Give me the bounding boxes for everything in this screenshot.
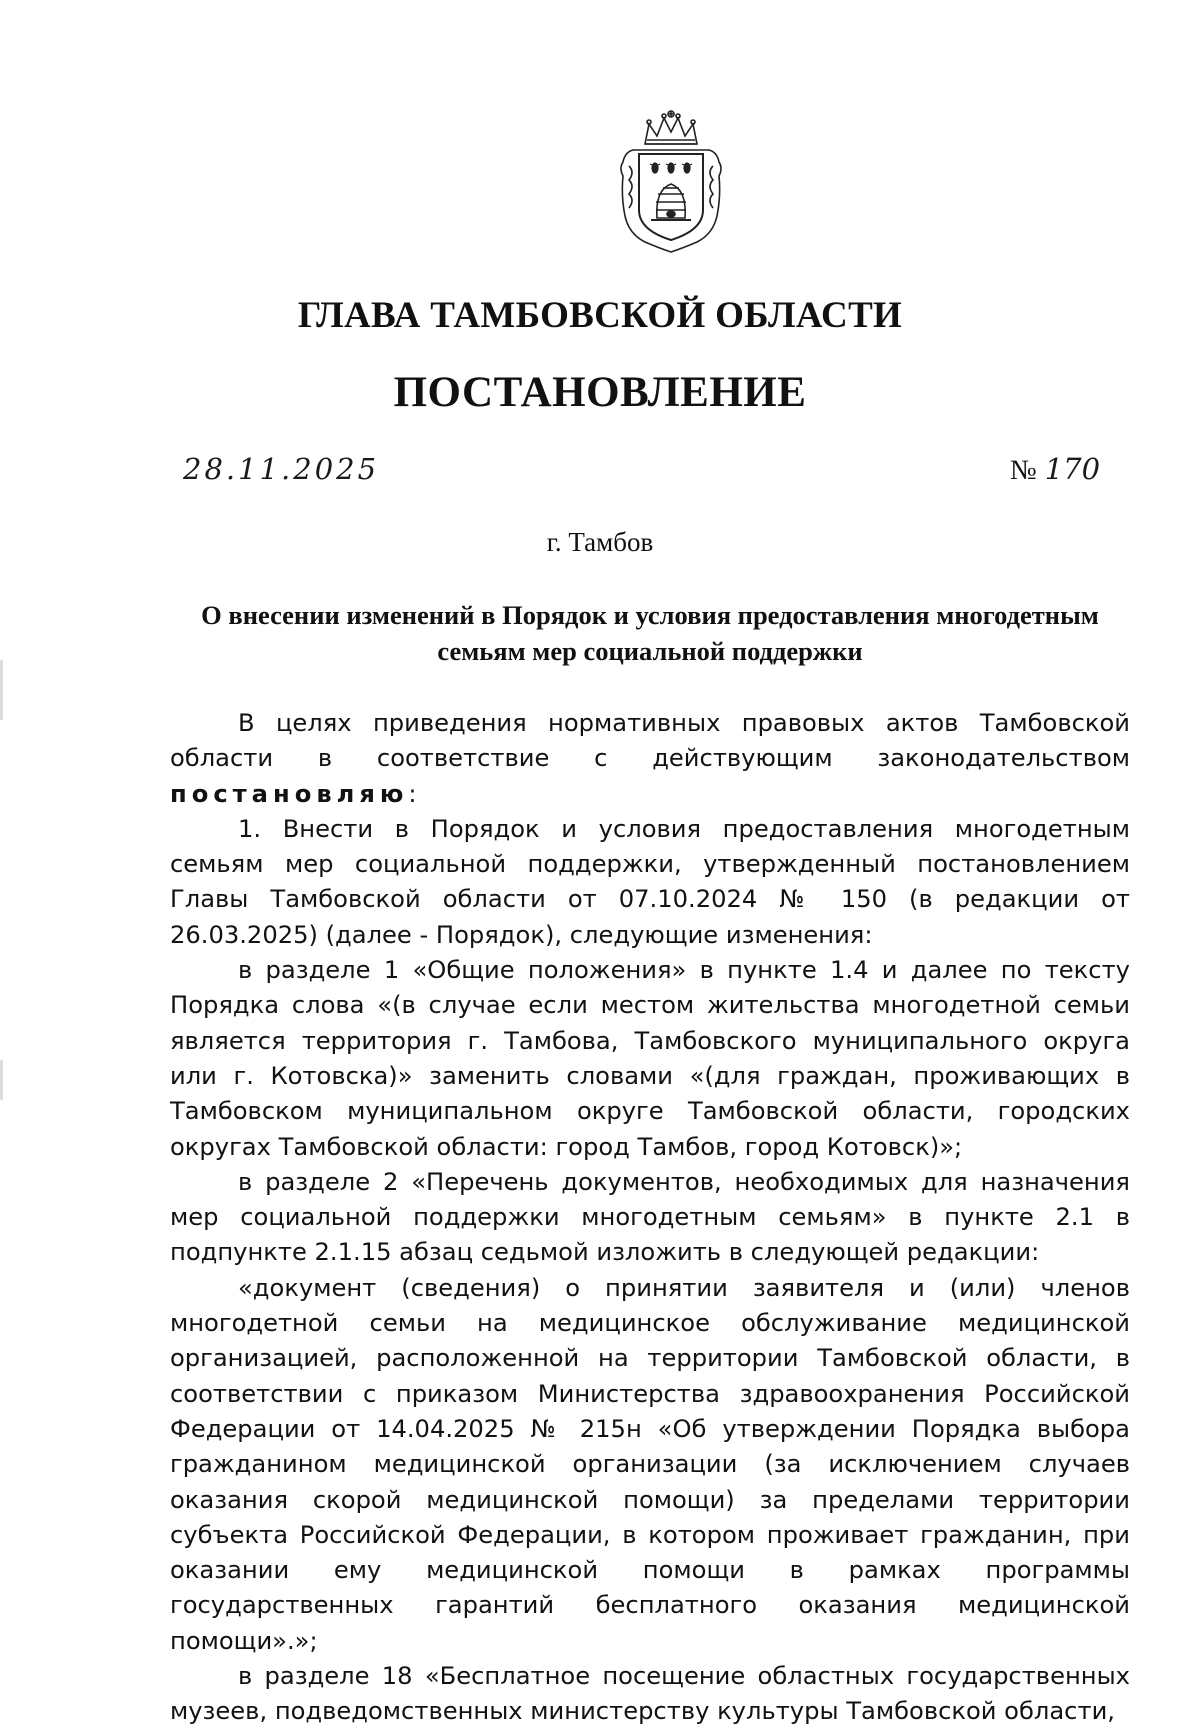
document-type: ПОСТАНОВЛЕНИЕ: [393, 369, 807, 416]
coat-of-arms-icon: [611, 106, 731, 256]
document-date: 28.11.2025: [183, 452, 380, 486]
paragraph-item-1: 1. Внести в Порядок и условия предоставления многодетным семьям мер социальной поддержки, утвержденный постановлением Главы Тамбовской области от 07.10.2024 № 150 (в редакции от 26.03.2025) (далее - Порядок), следующие изменения:: [170, 814, 1130, 949]
paragraph-section-1: в разделе 1 «Общие положения» в пункте 1.4 и далее по тексту Порядка слова «(в случае если местом жительства многодетной семьи является территория г. Тамбова, Тамбовского муниципального округа или г. Котовска)» заменить словами «(для граждан, проживающих в Тамбовском муниципальном округе Тамбовской области, городских округах Тамбовской области: город Тамбов, город Котовск)»;: [170, 956, 1130, 1161]
resolution-keyword: постановляю: [170, 779, 409, 808]
document-title: [170, 597, 1130, 669]
title-line: семьям мер социальной поддержки: [437, 636, 863, 666]
paragraph-section-18: в разделе 18 «Бесплатное посещение областных государственных музеев, подведомственных министерству культуры Тамбовской области,: [170, 1662, 1130, 1726]
paragraph-quote: «документ (сведения) о принятии заявителя и (или) членов многодетной семьи на медицинское обслуживание медицинской организацией, расположенной на территории Тамбовской области, в соответствии с приказом Министерства здравоохранения Российской Федерации от 14.04.2025 № 215н «Об утверждении Порядка выбора гражданином медицинской организации (за исключением случаев оказания скорой медицинской помощи) за пределами территории субъекта Российской Федерации, в котором проживает гражданин, при оказании ему медицинской помощи в рамках программы государственных гарантий бесплатного оказания медицинской помощи».»;: [170, 1273, 1130, 1655]
document-number: [1010, 452, 1100, 487]
paragraph-section-2: в разделе 2 «Перечень документов, необходимых для назначения мер социальной поддержки многодетным семьям» в пункте 2.1 в подпункте 2.1.15 абзац седьмой изложить в следующей редакции:: [170, 1167, 1130, 1267]
scan-edge-mark: [0, 660, 3, 720]
number-value: 170: [1044, 452, 1101, 486]
paragraph-preamble: [170, 706, 1130, 812]
preamble-end: :: [408, 779, 417, 808]
document-body: [170, 706, 1130, 1730]
number-sign: №: [1010, 455, 1037, 486]
city: г. Тамбов: [546, 527, 654, 557]
issuing-authority: ГЛАВА ТАМБОВСКОЙ ОБЛАСТИ: [297, 295, 903, 336]
scan-edge-mark: [0, 1060, 3, 1100]
title-line: О внесении изменений в Порядок и условия предоставления многодетным: [201, 600, 1099, 630]
preamble-text: В целях приведения нормативных правовых актов Тамбовской области в соответствие с действующим законодательством: [170, 709, 1130, 773]
